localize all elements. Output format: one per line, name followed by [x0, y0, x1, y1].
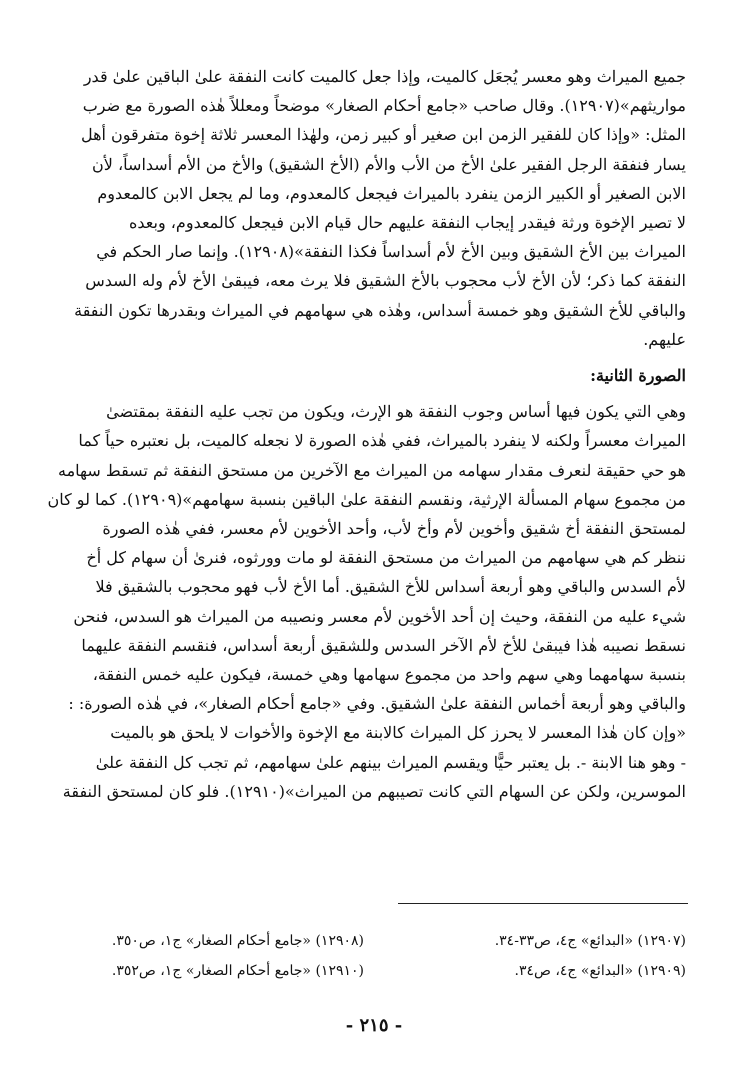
text-line: عليهم. — [643, 329, 686, 349]
text-line: لا تصير الإخوة ورثة فيقدر إيجاب النفقة عليهم حال قيام الابن فيجعل كالمعدوم، وبعده — [129, 213, 686, 233]
text-line: الابن الصغير أو الكبير الزمن ينفرد بالميراث فيجعل كالمعدوم، وما لم يجعل الابن كالمعدوم — [97, 183, 686, 203]
footnote: (١٢٩٠٩) «البدائع» ج٤، ص٣٤. — [514, 963, 686, 979]
paragraph-2 — [47, 397, 686, 806]
text-line: ننظر كم هي سهامهم من الميراث من مستحق النفقة لو مات وورثوه، فنرىٰ أن سهام كل أخ — [86, 548, 686, 568]
text-line: الميراث بين الأخ الشقيق وبين الأخ لأم أسداساً فكذا النفقة»(١٢٩٠٨). وإنما صار الحكم في — [96, 242, 686, 262]
text-line: لأم السدس والباقي وهو أربعة أسداس للأخ الشقيق. أما الأخ لأب فهو محجوب بالشقيق فلا — [95, 577, 686, 597]
text-line: يسار فنفقة الرجل الفقير علىٰ الأخ من الأب والأم (الأخ الشقيق) والأخ من الأم أسداساً، لأن — [92, 154, 686, 174]
text-line: نسقط نصيبه هٰذا فيبقىٰ للأخ لأم الآخر السدس وللشقيق أربعة أسداس، فنقسم النفقة عليهما — [81, 635, 686, 655]
footnote-row — [64, 926, 686, 956]
text-line: شيء عليه من النفقة، وحيث إن أحد الأخوين لأم معسر ونصيبه من الميراث هو السدس، فنحن — [73, 606, 686, 626]
text-line: هو حي حقيقة لنعرف مقدار سهامه من الميراث مع الآخرين من مستحق النفقة ثم تسقط سهامه — [58, 460, 686, 480]
footnote: (١٢٩٠٨) «جامع أحكام الصغار» ج١، ص٣٥٠. — [111, 933, 364, 949]
text-line: من مجموع سهام المسألة الإرثية، ونقسم النفقة علىٰ الباقين بنسبة سهامهم»(١٢٩٠٩). كما لو كان — [47, 489, 686, 509]
page-number: - ٢١٥ - — [345, 1015, 403, 1036]
paragraph-1 — [64, 62, 686, 354]
text-line: والباقي وهو أربعة أخماس النفقة علىٰ الشقيق. وفي «جامع أحكام الصغار»، في هٰذه الصورة: : — [68, 694, 686, 714]
text-line: جميع الميراث وهو معسر يُجعَل كالميت، وإذا جعل كالميت كانت النفقة علىٰ الباقين علىٰ قدر — [83, 67, 686, 86]
text-line: لمستحق النفقة أخ شقيق وأخوين لأم وأخ لأب، وأحد الأخوين لأم معسر، ففي هٰذه الصورة — [102, 519, 686, 539]
text-line: وهي التي يكون فيها أساس وجوب النفقة هو الإرث، ويكون من تجب عليه النفقة بمقتضىٰ — [106, 402, 686, 422]
footnote-divider — [398, 903, 688, 904]
text-line: الموسرين، ولكن عن السهام التي كانت تصيبهم من الميراث»(١٢٩١٠). فلو كان لمستحق النفقة — [62, 781, 686, 801]
footnote: (١٢٩٠٧) «البدائع» ج٤، ص٣٣-٣٤. — [494, 933, 686, 949]
text-line: - وهو هنا الابنة -. بل يعتبر حيًّا ويقسم الميراث بينهم علىٰ سهامهم، ثم تجب كل النفقة علىٰ — [95, 752, 686, 772]
text-line: المثل: «وإذا كان للفقير الزمن ابن صغير أو كبير زمن، ولهٰذا المعسر ثلاثة إخوة متفرقون أهل — [80, 125, 686, 145]
footnote: (١٢٩١٠) «جامع أحكام الصغار» ج١، ص٣٥٢. — [111, 963, 364, 979]
text-line: النفقة كما ذكر؛ لأن الأخ لأب محجوب بالأخ الشقيق فلا يرث معه، فيبقىٰ الأخ لأم وله السدس — [85, 271, 686, 291]
text-line: الميراث معسراً ولكنه لا ينفرد بالميراث، ففي هٰذه الصورة لا نجعله كالميت، بل نعتبره حياً كما — [78, 431, 686, 451]
section-heading: الصورة الثانية: — [590, 366, 686, 386]
main-text — [47, 62, 686, 806]
text-line: بنسبة سهامهما وهي سهم واحد من مجموع سهامها وهي خمسة، فيكون عليه خمس النفقة، — [92, 665, 686, 685]
footnotes — [64, 926, 686, 986]
text-line: «وإن كان هٰذا المعسر لا يحرز كل الميراث كالابنة مع الإخوة والأخوات لا يلحق هو بالميت — [110, 723, 686, 743]
text-line: والباقي للأخ الشقيق وهو خمسة أسداس، وهٰذه هي سهامهم في الميراث وبقدرها تكون النفقة — [74, 300, 686, 320]
text-line: مواريثهم»(١٢٩٠٧). وقال صاحب «جامع أحكام الصغار» موضحاً ومعللاً هٰذه الصورة مع ضرب — [82, 96, 686, 116]
footnote-row — [64, 956, 686, 986]
